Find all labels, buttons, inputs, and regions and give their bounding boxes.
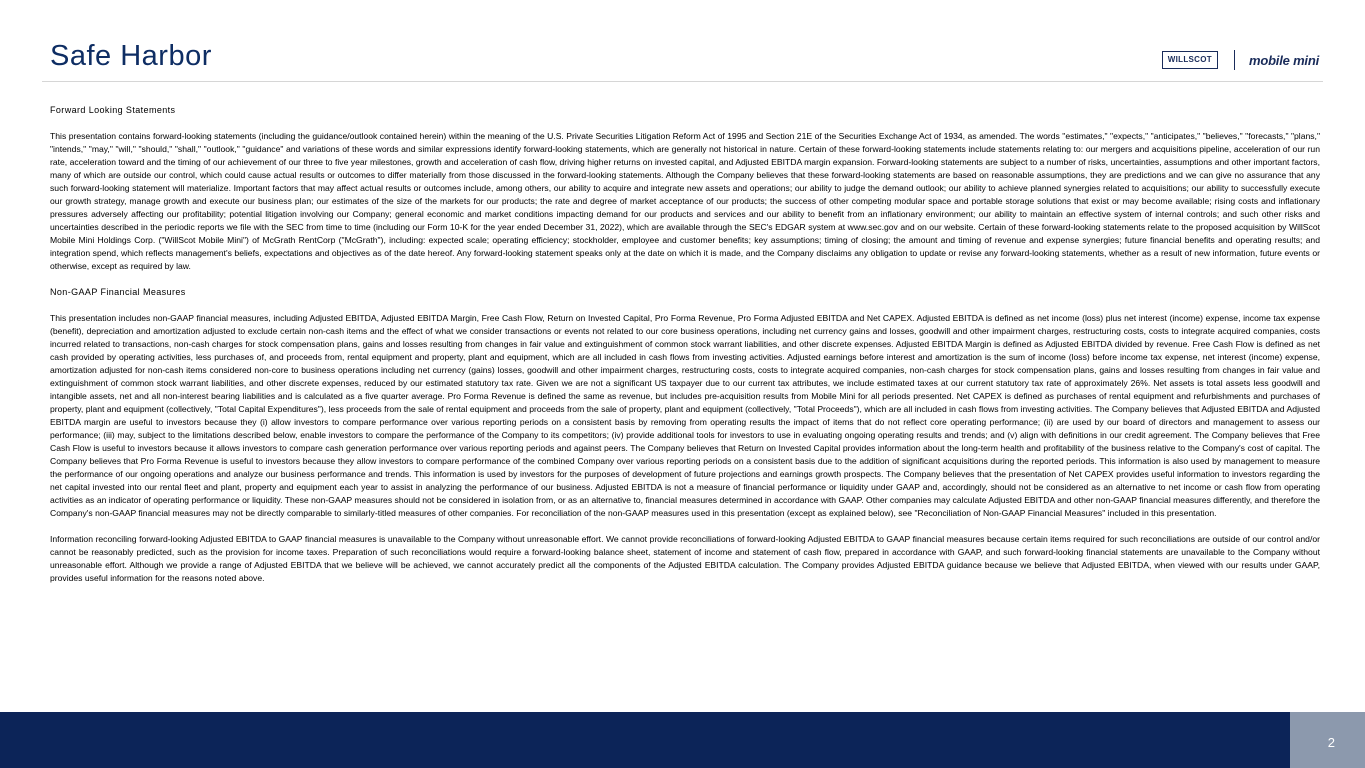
footer-bar — [0, 712, 1290, 768]
section-heading-non-gaap: Non-GAAP Financial Measures — [50, 287, 186, 297]
header-divider — [42, 81, 1323, 82]
paragraph-reconciliation: Information reconciling forward-looking Adjusted EBITDA to GAAP financial measures is unavailable to the Company without unreasonable effort. We cannot provide reconciliations of forward-looking Adjusted EBITDA to GAAP financial measures because certain items required for such reconciliations are outside of our control and/or cannot be reasonably predicted, such as the provision for income taxes. Preparation of such reconciliations would require a forward-looking balance sheet, statement of income and statement of cash flow, prepared in accordance with GAAP, and such forward-looking financial statements are unavailable to the Company without unreasonable effort. Although we provide a range of Adjusted EBITDA that we believe will be achieved, we cannot accurately predict all the components of the Adjusted EBITDA calculation. The Company provides Adjusted EBITDA guidance because we believe that Adjusted EBITDA, when viewed with our results under GAAP, provides useful information for the reasons noted above. — [50, 534, 1320, 583]
paragraph-forward-looking: This presentation contains forward-looking statements (including the guidance/outlook contained herein) within the meaning of the U.S. Private Securities Litigation Reform Act of 1995 and Section 21E of the Securities Exchange Act of 1934, as amended. The words "estimates," "expects," "anticipates," "believes," "forecasts," "plans," "intends," "may," "will," "should," "shall," "outlook," "guidance" and variations of these words and similar expressions identify forward-looking statements, which are generally not historical in nature. Certain of these forward-looking statements include statements relating to: our mergers and acquisitions pipeline, acceleration of our run rate, acceleration toward and the timing of our achievement of our three to five year milestones, growth and acceleration of cash flow, driving higher returns on invested capital, and Adjusted EBITDA margin expansion. Forward-looking statements are subject to a number of risks, uncertainties, assumptions and other important factors, many of which are outside our control, which could cause actual results or outcomes to differ materially from those discussed in the forward-looking statements. Although the Company believes that these forward-looking statements are based on reasonable assumptions, they are predictions and we can give no assurance that any such forward-looking statement will materialize. Important factors that may affect actual results or outcomes include, among others, our ability to acquire and integrate new assets and operations; our ability to judge the demand outlook; our ability to achieve planned synergies related to acquisitions; our ability to successfully execute our growth strategy, manage growth and execute our business plan; our estimates of the size of the markets for our products; the rate and degree of market acceptance of our products; the success of other competing modular space and portable storage solutions that exist or may become available; rising costs and inflationary pressures adversely affecting our profitability; potential litigation involving our Company; general economic and market conditions impacting demand for our products and services and our ability to benefit from an inflationary environment; our ability to maintain an effective system of internal controls; and such other risks and uncertainties described in the periodic reports we file with the SEC from time to time (including our Form 10-K for the year ended December 31, 2022), which are available through the SEC's EDGAR system at www.sec.gov and on our website. Certain of these forward-looking statements relate to the proposed acquisition by WillScot Mobile Mini Holdings Corp. ("WillScot Mobile Mini") of McGrath RentCorp ("McGrath"), including: expected scale; operating efficiency; stockholder, employee and customer benefits; key assumptions; timing of closing; the amount and timing of revenue and expense synergies; future financial benefits and operating results; and integration spend, which reflects management's beliefs, expectations and objectives as of the date hereof. Any forward-looking statement speaks only at the date on which it is made, and the Company disclaims any obligation to update or revise any forward-looking statements, whether as a result of new information, future events or otherwise, except as required by law. — [50, 131, 1320, 271]
page-number-box — [1290, 712, 1365, 768]
disclaimer-body — [50, 104, 1320, 598]
logo-divider — [1234, 50, 1235, 70]
page-title: Safe Harbor — [50, 40, 212, 72]
page-number: 2 — [1327, 735, 1335, 750]
company-logos — [1162, 50, 1319, 70]
section-heading-forward-looking: Forward Looking Statements — [50, 105, 176, 115]
willscot-logo: WILLSCOT — [1162, 51, 1218, 69]
mobile-mini-logo: mobile mini — [1248, 52, 1319, 68]
paragraph-non-gaap: This presentation includes non-GAAP financial measures, including Adjusted EBITDA, Adjusted EBITDA Margin, Free Cash Flow, Return on Invested Capital, Pro Forma Revenue, Pro Forma Adjusted EBITDA and Net CAPEX. Adjusted EBITDA is defined as net income (loss) plus net interest (income) expense, income tax expense (benefit), depreciation and amortization adjusted to exclude certain non-cash items and the effect of what we consider transactions or events not related to our core business operations, including net currency gains and losses, goodwill and other impairment charges, restructuring costs, costs to integrate acquired companies, costs incurred related to transactions, non-cash charges for stock compensation plans, gains and losses resulting from changes in fair value and extinguishment of common stock warrant liabilities, and other discrete expenses. Adjusted EBITDA Margin is defined as Adjusted EBITDA divided by revenue. Free Cash Flow is defined as net cash provided by operating activities, less purchases of, and proceeds from, rental equipment and property, plant and equipment, which are all included in cash flows from investing activities. Adjusted earnings before interest and amortization is the sum of income (loss) before income tax expense, net interest (income) expense, amortization adjusted for non-cash items considered non-core to business operations including net currency (gains) losses, goodwill and other impairment charges, restructuring costs, costs to integrate acquired companies, non-cash charges for stock compensation plans, gains and losses resulting from changes in fair value and extinguishment of common stock warrant liabilities, and other discrete expenses, reduced by our estimated statutory tax rate. Given we are not a significant US taxpayer due to our current tax attributes, we include estimated taxes at our current statutory tax rate of approximately 26%. Net assets is total assets less goodwill and intangible assets, net and all non-interest bearing liabilities and is calculated as a five quarter average. Pro Forma Revenue is defined the same as revenue, but includes pre-acquisition results from Mobile Mini for all periods presented. Net CAPEX is defined as purchases of rental equipment and refurbishments and purchases of property, plant and equipment (collectively, "Total Capital Expenditures"), less proceeds from the sale of rental equipment and proceeds from the sale of property, plant and equipment (collectively, "Total Proceeds"), which are all included in cash flows from investing activities. The Company believes that Adjusted EBITDA and Adjusted EBITDA margin are useful to investors because they (i) allow investors to compare performance over various reporting periods on a consistent basis by removing from operating results the impact of items that do not reflect core operating performance; (ii) are used by our board of directors and management to assess our performance; (iii) may, subject to the limitations described below, enable investors to compare the performance of the Company to its competitors; (iv) provide additional tools for investors to use in evaluating ongoing operating results and trends; and (v) align with definitions in our credit agreement. The Company believes that Free Cash Flow is useful to investors because it allows investors to compare cash generation performance over various reporting periods and against peers. The Company believes that Return on Invested Capital provides information about the long-term health and profitability of the business relative to the Company's cost of capital. The Company believes that Pro Forma Revenue is useful to investors because they allow investors to compare performance of the combined Company over various reporting periods on a consistent basis due to the addition of significant acquisitions during the reported periods. This information is also used by management to measure the performance of our ongoing operations and analyze our business performance and trends. This information is used by investors for the purposes of development of future projections and earnings growth prospects. The Company believes that the presentation of Net CAPEX provides useful information to investors regarding the net capital invested into our rental fleet and plant, property and equipment each year to assist in analyzing the performance of our business. Adjusted EBITDA is not a measure of financial performance or liquidity under GAAP and, accordingly, should not be considered as an alternative to net income or cash flow from operating activities as an indicator of operating performance or liquidity. These non-GAAP measures should not be considered in isolation from, or as an alternative to, financial measures determined in accordance with GAAP. Other companies may calculate Adjusted EBITDA and other non-GAAP financial measures differently, and therefore the Company's non-GAAP financial measures may not be directly comparable to similarly-titled measures of other companies. For reconciliation of the non-GAAP measures used in this presentation (except as explained below), see "Reconciliation of Non-GAAP Financial Measures" included in this presentation. — [50, 313, 1320, 518]
